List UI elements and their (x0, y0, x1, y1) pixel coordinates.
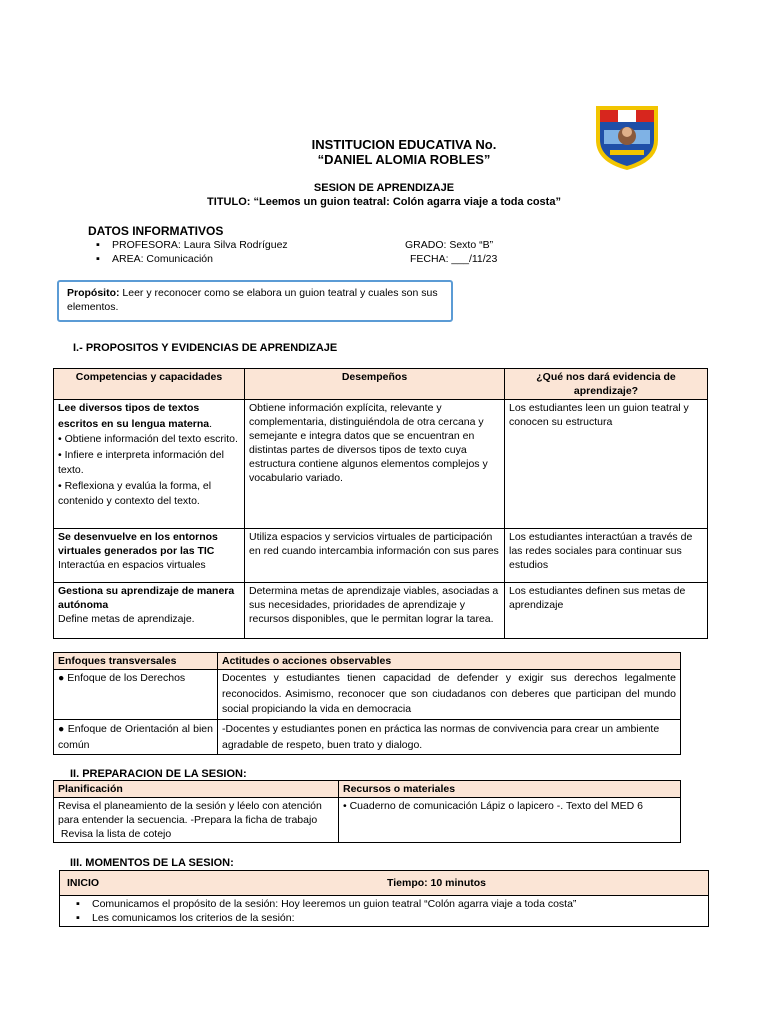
desempeno-cell: Determina metas de aprendizaje viables, asociadas a sus necesidades, prioridades de aprendizaje y recursos disponibles, que le permitan lograr la tarea. (245, 583, 505, 639)
capacidad-item: Interactúa en espacios virtuales (58, 559, 206, 571)
grado-text: GRADO: Sexto “B” (405, 239, 494, 251)
actitud-cell: Docentes y estudiantes tienen capacidad de defender y exigir sus derechos legalmente reconocidos. Asimismo, reconocer que son ciudadanos con deberes que participan del mundo social propiciando la vida en democracia (218, 670, 681, 720)
profesora-item: ▪ PROFESORA: Laura Silva Rodríguez (112, 238, 390, 252)
competencia-title: Gestiona su aprendizaje de manera autónoma (58, 585, 235, 611)
planificacion-cell (54, 798, 339, 843)
purpose-text: Leer y reconocer como se elabora un guion teatral y cuales son sus elementos. (67, 287, 438, 313)
evidencia-cell: Los estudiantes definen sus metas de aprendizaje (505, 583, 708, 639)
capacidad-item: Define metas de aprendizaje. (58, 613, 195, 625)
evidencia-cell: Los estudiantes leen un guion teatral y conocen su estructura (505, 400, 708, 529)
institution-line2: “DANIEL ALOMIA ROBLES” (317, 152, 491, 167)
datos-list (90, 238, 390, 266)
actitud-cell: -Docentes y estudiantes ponen en práctica las normas de convivencia para crear un ambiente agradable de respeto, buen trato y dialogo. (218, 719, 681, 754)
competencia-cell: Lee diversos tipos de textos escritos en su lengua materna. • Obtiene información del texto escrito. • Infiere e interpreta información del texto. • Reflexiona y evalúa la forma, el contenido y contexto del texto. (54, 400, 245, 529)
datos-heading: DATOS INFORMATIVOS (88, 224, 224, 238)
institution-line1: INSTITUCION EDUCATIVA No. (311, 137, 497, 152)
inicio-header (60, 871, 709, 896)
competencia-title: Lee diversos tipos de textos escritos en su lengua materna (58, 402, 210, 430)
capacidad-item: • Infiere e interpreta información del texto. (58, 448, 224, 476)
evidencia-cell: Los estudiantes interactúan a través de las redes sociales para continuar sus estudios (505, 529, 708, 583)
competencia-title: Se desenvuelve en los entornos virtuales generados por las TIC (58, 531, 218, 557)
col-header-enfoques: Enfoques transversales (54, 653, 218, 670)
inicio-label: INICIO (67, 877, 100, 889)
col-header-competencias: Competencias y capacidades (54, 369, 245, 400)
desempeno-cell: Obtiene información explícita, relevante y complementaria, distinguiéndola de otra cercana y semejante e integra datos que se encuentran en distintas partes de diversos tipos de texto cuya estructura contiene algunos elementos complejos y vocabulario variado. (245, 400, 505, 529)
table-row (54, 798, 681, 843)
list-item: ▪ Comunicamos el propósito de la sesión: Hoy leeremos un guion teatral “Colón agarra viaje a toda costa” (92, 897, 704, 911)
enfoque-cell: ● Enfoque de Orientación al bien común (54, 719, 218, 754)
momentos-items-cell (60, 896, 709, 927)
institution-name (200, 137, 608, 167)
planificacion-line: Revisa el planeamiento de la sesión y léelo con atención para entender la secuencia. -Prepara la ficha de trabajo (58, 800, 322, 826)
purpose-label: Propósito: (67, 287, 120, 299)
desempeno-cell: Utiliza espacios y servicios virtuales de participación en red cuando intercambia información con sus pares (245, 529, 505, 583)
recursos-cell: • Cuaderno de comunicación Lápiz o lapicero -. Texto del MED 6 (339, 798, 681, 843)
section2-heading: II. PREPARACION DE LA SESION: (70, 768, 247, 780)
table-row (60, 896, 709, 927)
purpose-box (57, 280, 453, 322)
section3-heading: III. MOMENTOS DE LA SESION: (70, 857, 234, 869)
competencia-cell (54, 529, 245, 583)
preparacion-table (53, 780, 681, 843)
planificacion-line: Revisa la lista de cotejo (58, 828, 172, 840)
tiempo-label: Tiempo: 10 minutos (387, 877, 486, 889)
enfoque-cell: ● Enfoque de los Derechos (54, 670, 218, 720)
table-row (54, 670, 681, 720)
table-row (54, 529, 708, 583)
col-header-evidencia: ¿Qué nos dará evidencia de aprendizaje? (505, 369, 708, 400)
session-title: TITULO: “Leemos un guion teatral: Colón agarra viaje a toda costa” (207, 196, 561, 208)
competencias-table (53, 368, 708, 639)
section1-heading: I.- PROPOSITOS Y EVIDENCIAS DE APRENDIZAJE (73, 342, 338, 354)
competencia-cell (54, 583, 245, 639)
table-row (54, 583, 708, 639)
momentos-table (59, 870, 709, 927)
table-row (54, 719, 681, 754)
capacidad-item: • Obtiene información del texto escrito. (58, 433, 238, 445)
col-header-actitudes: Actitudes o acciones observables (218, 653, 681, 670)
area-item: ▪ AREA: Comunicación (112, 252, 390, 266)
session-label: SESION DE APRENDIZAJE (313, 182, 455, 194)
table-row (54, 400, 708, 529)
list-item: ▪ Les comunicamos los criterios de la sesión: (92, 911, 704, 925)
col-header-planificacion: Planificación (54, 781, 339, 798)
capacidad-item: • Reflexiona y evalúa la forma, el contenido y contexto del texto. (58, 479, 212, 507)
col-header-desempenos: Desempeños (245, 369, 505, 400)
fecha-text: FECHA: ___/11/23 (410, 253, 498, 265)
enfoques-table (53, 652, 681, 755)
col-header-recursos: Recursos o materiales (339, 781, 681, 798)
